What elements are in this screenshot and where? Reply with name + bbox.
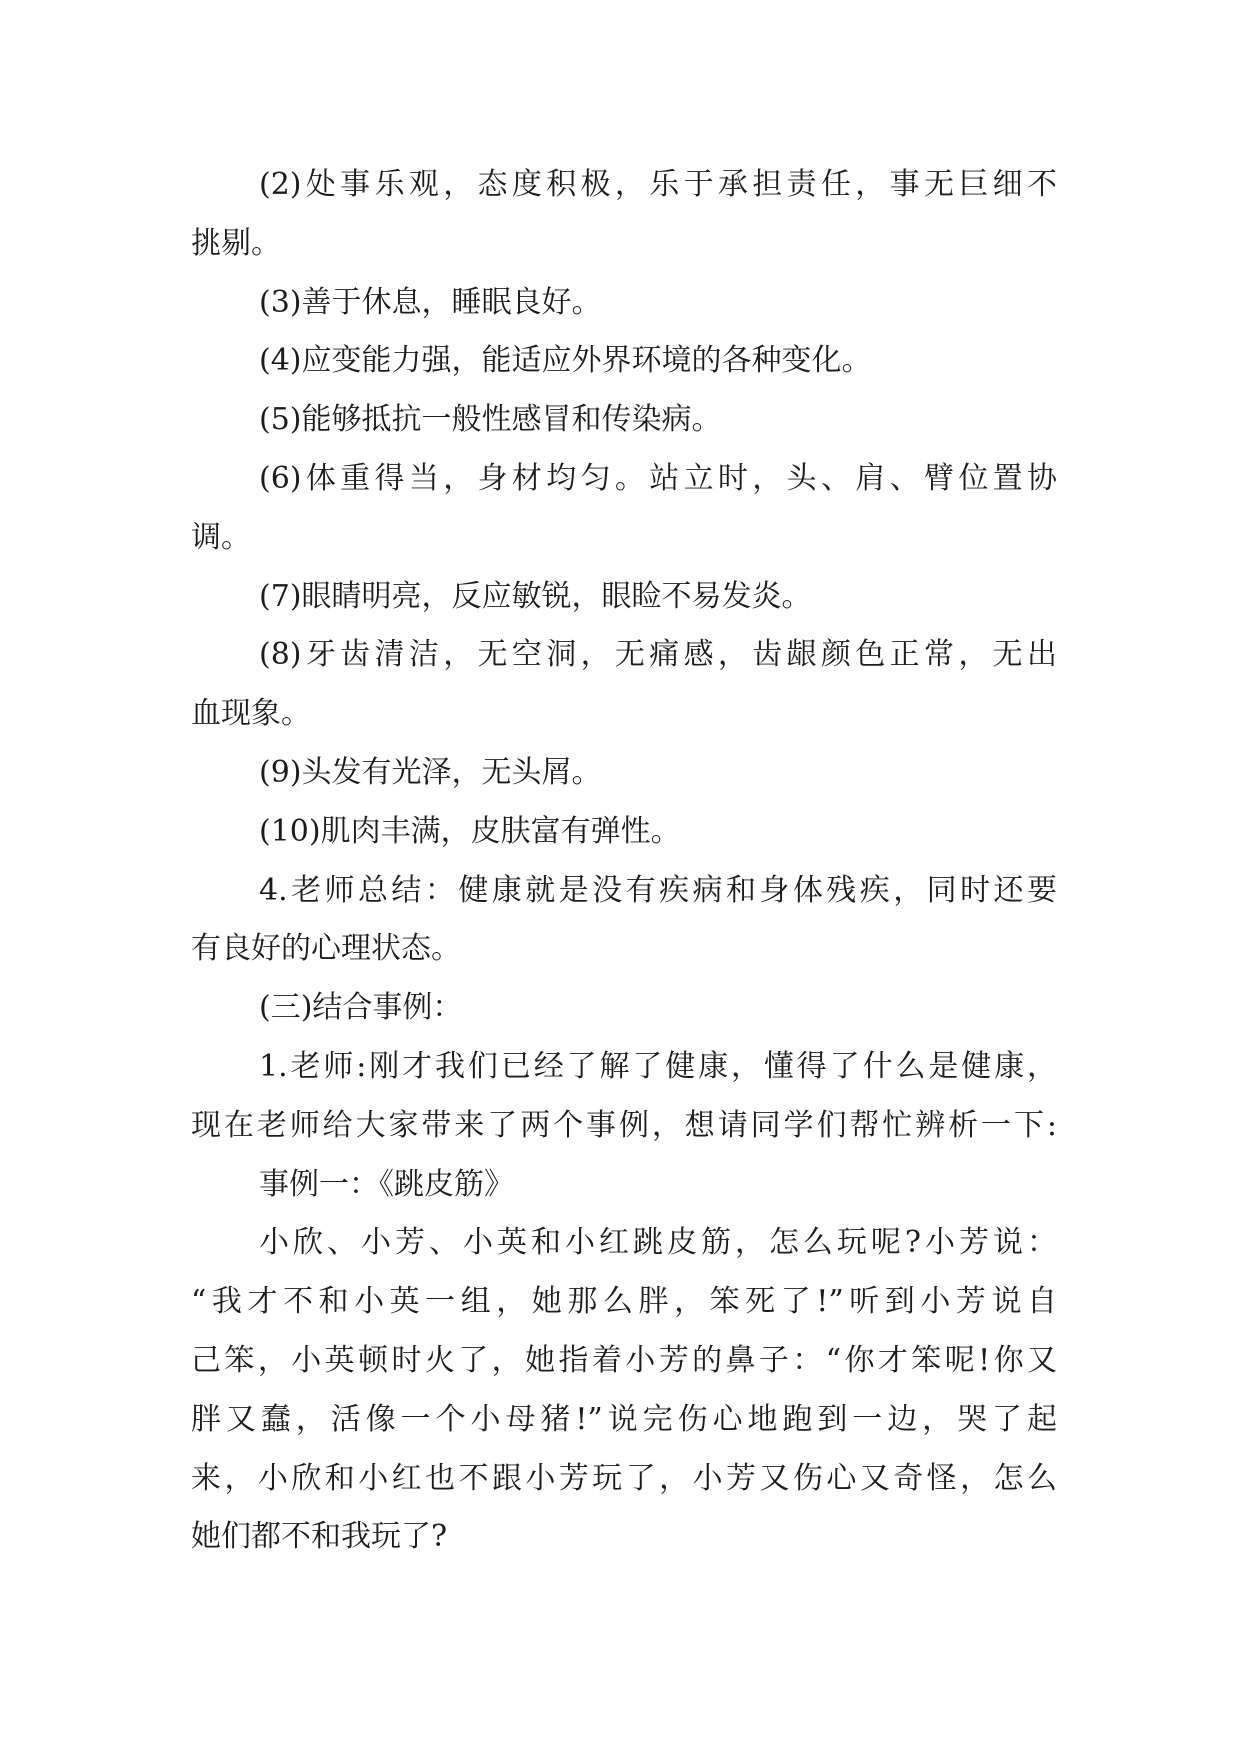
paragraph-health-standard-5 xyxy=(191,391,1057,450)
text-column xyxy=(191,156,1057,1567)
section-heading-examples xyxy=(191,979,1057,1038)
paragraph-health-standard-7 xyxy=(191,568,1057,627)
paragraph-line: (6)体重得当，身材均匀。站立时，头、肩、臂位置协 xyxy=(259,460,1057,496)
paragraph-line: 挑剔。 xyxy=(191,225,281,261)
paragraph-line: 小欣、小芳、小英和小红跳皮筋，怎么玩呢?小芳说： xyxy=(259,1225,1057,1261)
paragraph-teacher-summary xyxy=(191,862,1057,980)
paragraph-line: 胖又蠢，活像一个小母猪!”说完伤心地跑到一边，哭了起 xyxy=(191,1401,1057,1437)
paragraph-line: (8)牙齿清洁，无空洞，无痛感，齿龈颜色正常，无出 xyxy=(259,637,1057,673)
example-title xyxy=(191,1156,1057,1215)
example-heading: 事例一：《跳皮筋》 xyxy=(259,1166,514,1202)
paragraph-example-story xyxy=(191,1214,1057,1567)
paragraph-line: 现在老师给大家带来了两个事例，想请同学们帮忙辨析一下: xyxy=(191,1107,1057,1143)
paragraph-health-standard-6 xyxy=(191,450,1057,568)
paragraph-line: 1.老师:刚才我们已经了解了健康，懂得了什么是健康， xyxy=(259,1048,1057,1084)
paragraph-line: 来，小欣和小红也不跟小芳玩了，小芳又伤心又奇怪，怎么 xyxy=(191,1460,1057,1496)
paragraph-health-standard-4 xyxy=(191,332,1057,391)
paragraph-line: (4)应变能力强，能适应外界环境的各种变化。 xyxy=(259,343,872,379)
paragraph-line: (2)处事乐观，态度积极，乐于承担责任，事无巨细不 xyxy=(259,167,1057,202)
paragraph-line: (9)头发有光泽，无头屑。 xyxy=(259,754,602,790)
paragraph-health-standard-8 xyxy=(191,626,1057,744)
paragraph-line: 她们都不和我玩了? xyxy=(191,1519,448,1555)
paragraph-health-standard-3 xyxy=(191,274,1057,333)
paragraph-line: 调。 xyxy=(191,519,251,555)
paragraph-line: “我才不和小英一组，她那么胖，笨死了!”听到小芳说自 xyxy=(191,1284,1057,1320)
paragraph-teacher-intro xyxy=(191,1038,1057,1156)
paragraph-line: 己笨，小英顿时火了，她指着小芳的鼻子：“你才笨呢!你又 xyxy=(191,1342,1057,1378)
paragraph-line: 4.老师总结：健康就是没有疾病和身体残疾，同时还要 xyxy=(259,872,1057,908)
paragraph-line: (7)眼睛明亮，反应敏锐，眼睑不易发炎。 xyxy=(259,578,812,614)
section-heading: (三)结合事例： xyxy=(259,990,463,1026)
paragraph-line: 血现象。 xyxy=(191,696,311,732)
paragraph-line: (3)善于休息，睡眠良好。 xyxy=(259,284,602,320)
paragraph-line: (10)肌肉丰满，皮肤富有弹性。 xyxy=(259,813,681,849)
paragraph-health-standard-9 xyxy=(191,744,1057,803)
paragraph-line: 有良好的心理状态。 xyxy=(191,931,461,967)
paragraph-health-standard-10 xyxy=(191,803,1057,862)
paragraph-health-standard-2 xyxy=(191,156,1057,274)
paragraph-line: (5)能够抵抗一般性感冒和传染病。 xyxy=(259,402,722,438)
